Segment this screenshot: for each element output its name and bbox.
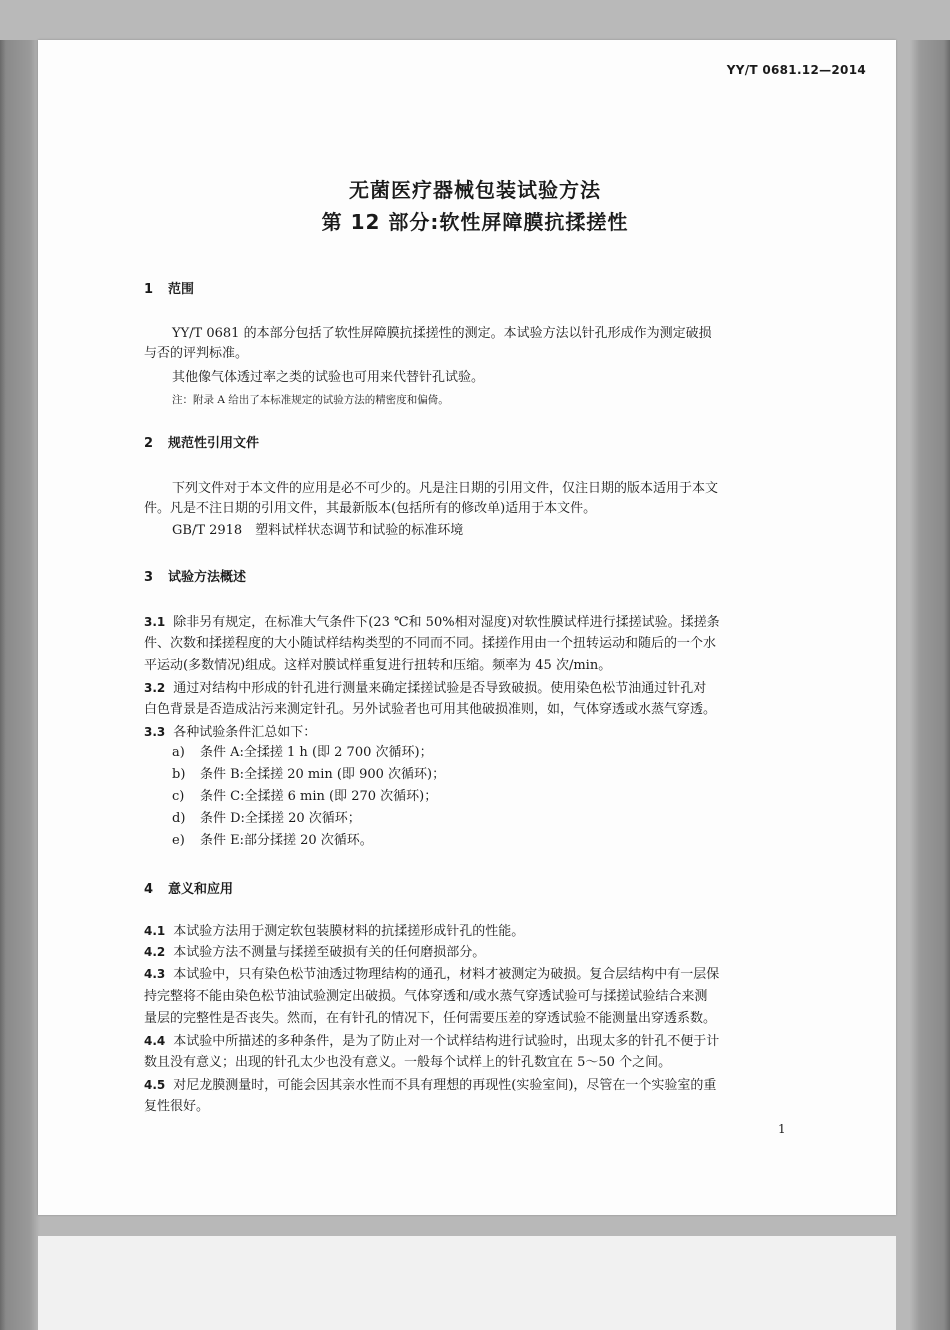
list-text: 条件 E:部分揉搓 20 次循环。 [200,833,373,848]
section-title: 范围 [168,282,195,297]
paragraph-line: 下列文件对于本文件的应用是必不可少的。凡是注日期的引用文件，仅注日期的版本适用于本文 [172,481,719,496]
list-item [172,831,836,851]
clause-4-1 [144,921,808,942]
document-title: 无菌医疗器械包装试验方法 [349,178,601,202]
list-text: 条件 D:全揉搓 20 次循环； [200,811,361,826]
standard-code: YY/T 0681.12—2014 [726,63,866,77]
list-text: 条件 B:全揉搓 20 min (即 900 次循环)； [200,767,446,782]
clause-text: 除非另有规定，在标准大气条件下(23 ℃和 50%相对湿度)对软性膜试样进行揉搓试验。揉搓条 [173,615,720,630]
paragraph-line: 白色背景是否造成沾污来测定针孔。另外试验者也可用其他破损准则，如，气体穿透或水蒸气穿透。 [144,702,717,717]
next-page-preview [38,1236,896,1330]
page-number: 1 [778,1122,786,1136]
paragraph-line: 数且没有意义；出现的针孔太少也没有意义。一般每个试样上的针孔数宜在 5～50 个之间。 [144,1055,672,1070]
paragraph-line: 件、次数和揉搓程度的大小随试样结构类型的不同而不同。揉搓作用由一个扭转运动和随后的一个水 [144,636,717,651]
section-title: 意义和应用 [168,882,234,897]
clause-4-2 [144,942,808,963]
clause-3-1 [144,612,808,633]
clause-text: 本试验方法不测量与揉搓至破损有关的任何磨损部分。 [173,945,486,960]
note-text: 注：附录 A 给出了本标准规定的试验方法的精密度和偏倚。 [172,394,449,406]
list-label: a) [172,745,185,760]
section-number: 3 [144,570,154,585]
clause-text: 本试验中，只有染色松节油透过物理结构的通孔，材料才被测定为破损。复合层结构中有一层保 [173,967,720,982]
clause-number: 3.2 [144,681,166,695]
clause-3-2 [144,678,808,699]
list-label: e) [172,833,185,848]
paragraph-line: 平运动(多数情况)组成。这样对膜试样重复进行扭转和压缩。频率为 45 次/min。 [144,658,612,673]
reference-entry: GB/T 2918 塑料试样状态调节和试验的标准环境 [172,523,464,538]
clause-number: 4.1 [144,924,166,938]
section-heading-4 [144,878,233,897]
clause-text: 本试验方法用于测定软包装膜材料的抗揉搓形成针孔的性能。 [173,924,525,939]
paragraph-line: 复性很好。 [144,1099,210,1114]
list-label: b) [172,767,186,782]
section-heading-3 [144,566,246,585]
list-item [172,765,836,785]
clause-text: 对尼龙膜测量时，可能会因其亲水性而不具有理想的再现性(实验室间)，尽管在一个实验室的重 [173,1078,717,1093]
clause-4-4 [144,1031,808,1052]
section-heading-2 [144,432,259,451]
document-subtitle: 第 12 部分:软性屏障膜抗揉搓性 [321,210,629,234]
paragraph-line: 件。凡是不注日期的引用文件，其最新版本(包括所有的修改单)适用于本文件。 [144,501,597,516]
section-heading-1 [144,278,194,297]
paragraph-line: 与否的评判标准。 [144,346,249,361]
section-number: 4 [144,882,154,897]
viewer-top-band [0,0,950,40]
clause-number: 4.5 [144,1078,166,1092]
clause-number: 4.2 [144,945,166,959]
paragraph-line: YY/T 0681 的本部分包括了软性屏障膜抗揉搓性的测定。本试验方法以针孔形成作为测定破损 [172,326,712,341]
section-number: 2 [144,436,154,451]
paragraph-line: 其他像气体透过率之类的试验也可用来代替针孔试验。 [172,370,485,385]
list-item [172,787,836,807]
section-title: 试验方法概述 [168,570,247,585]
list-item [172,809,836,829]
clause-text: 各种试验条件汇总如下： [173,725,317,740]
clause-number: 3.3 [144,725,166,739]
clause-number: 4.3 [144,967,166,981]
list-text: 条件 A:全揉搓 1 h (即 2 700 次循环)； [200,745,433,760]
section-number: 1 [144,282,154,297]
clause-text: 本试验中所描述的多种条件，是为了防止对一个试样结构进行试验时，出现太多的针孔不便于计 [173,1034,720,1049]
clause-4-5 [144,1075,808,1096]
clause-number: 3.1 [144,615,166,629]
list-label: c) [172,789,185,804]
clause-4-3 [144,964,808,985]
section-title: 规范性引用文件 [168,436,260,451]
paragraph-line: 量层的完整性是否丧失。然而，在有针孔的情况下，任何需要压差的穿透试验不能测量出穿透系数。 [144,1011,717,1026]
clause-text: 通过对结构中形成的针孔进行测量来确定揉搓试验是否导致破损。使用染色松节油通过针孔对 [173,681,707,696]
paragraph-line: 持完整将不能由染色松节油试验测定出破损。气体穿透和/或水蒸气穿透试验可与揉搓试验结合来测 [144,989,708,1004]
list-label: d) [172,811,186,826]
list-item [172,743,836,763]
clause-number: 4.4 [144,1034,166,1048]
list-text: 条件 C:全揉搓 6 min (即 270 次循环)； [200,789,438,804]
clause-3-3 [144,722,808,743]
